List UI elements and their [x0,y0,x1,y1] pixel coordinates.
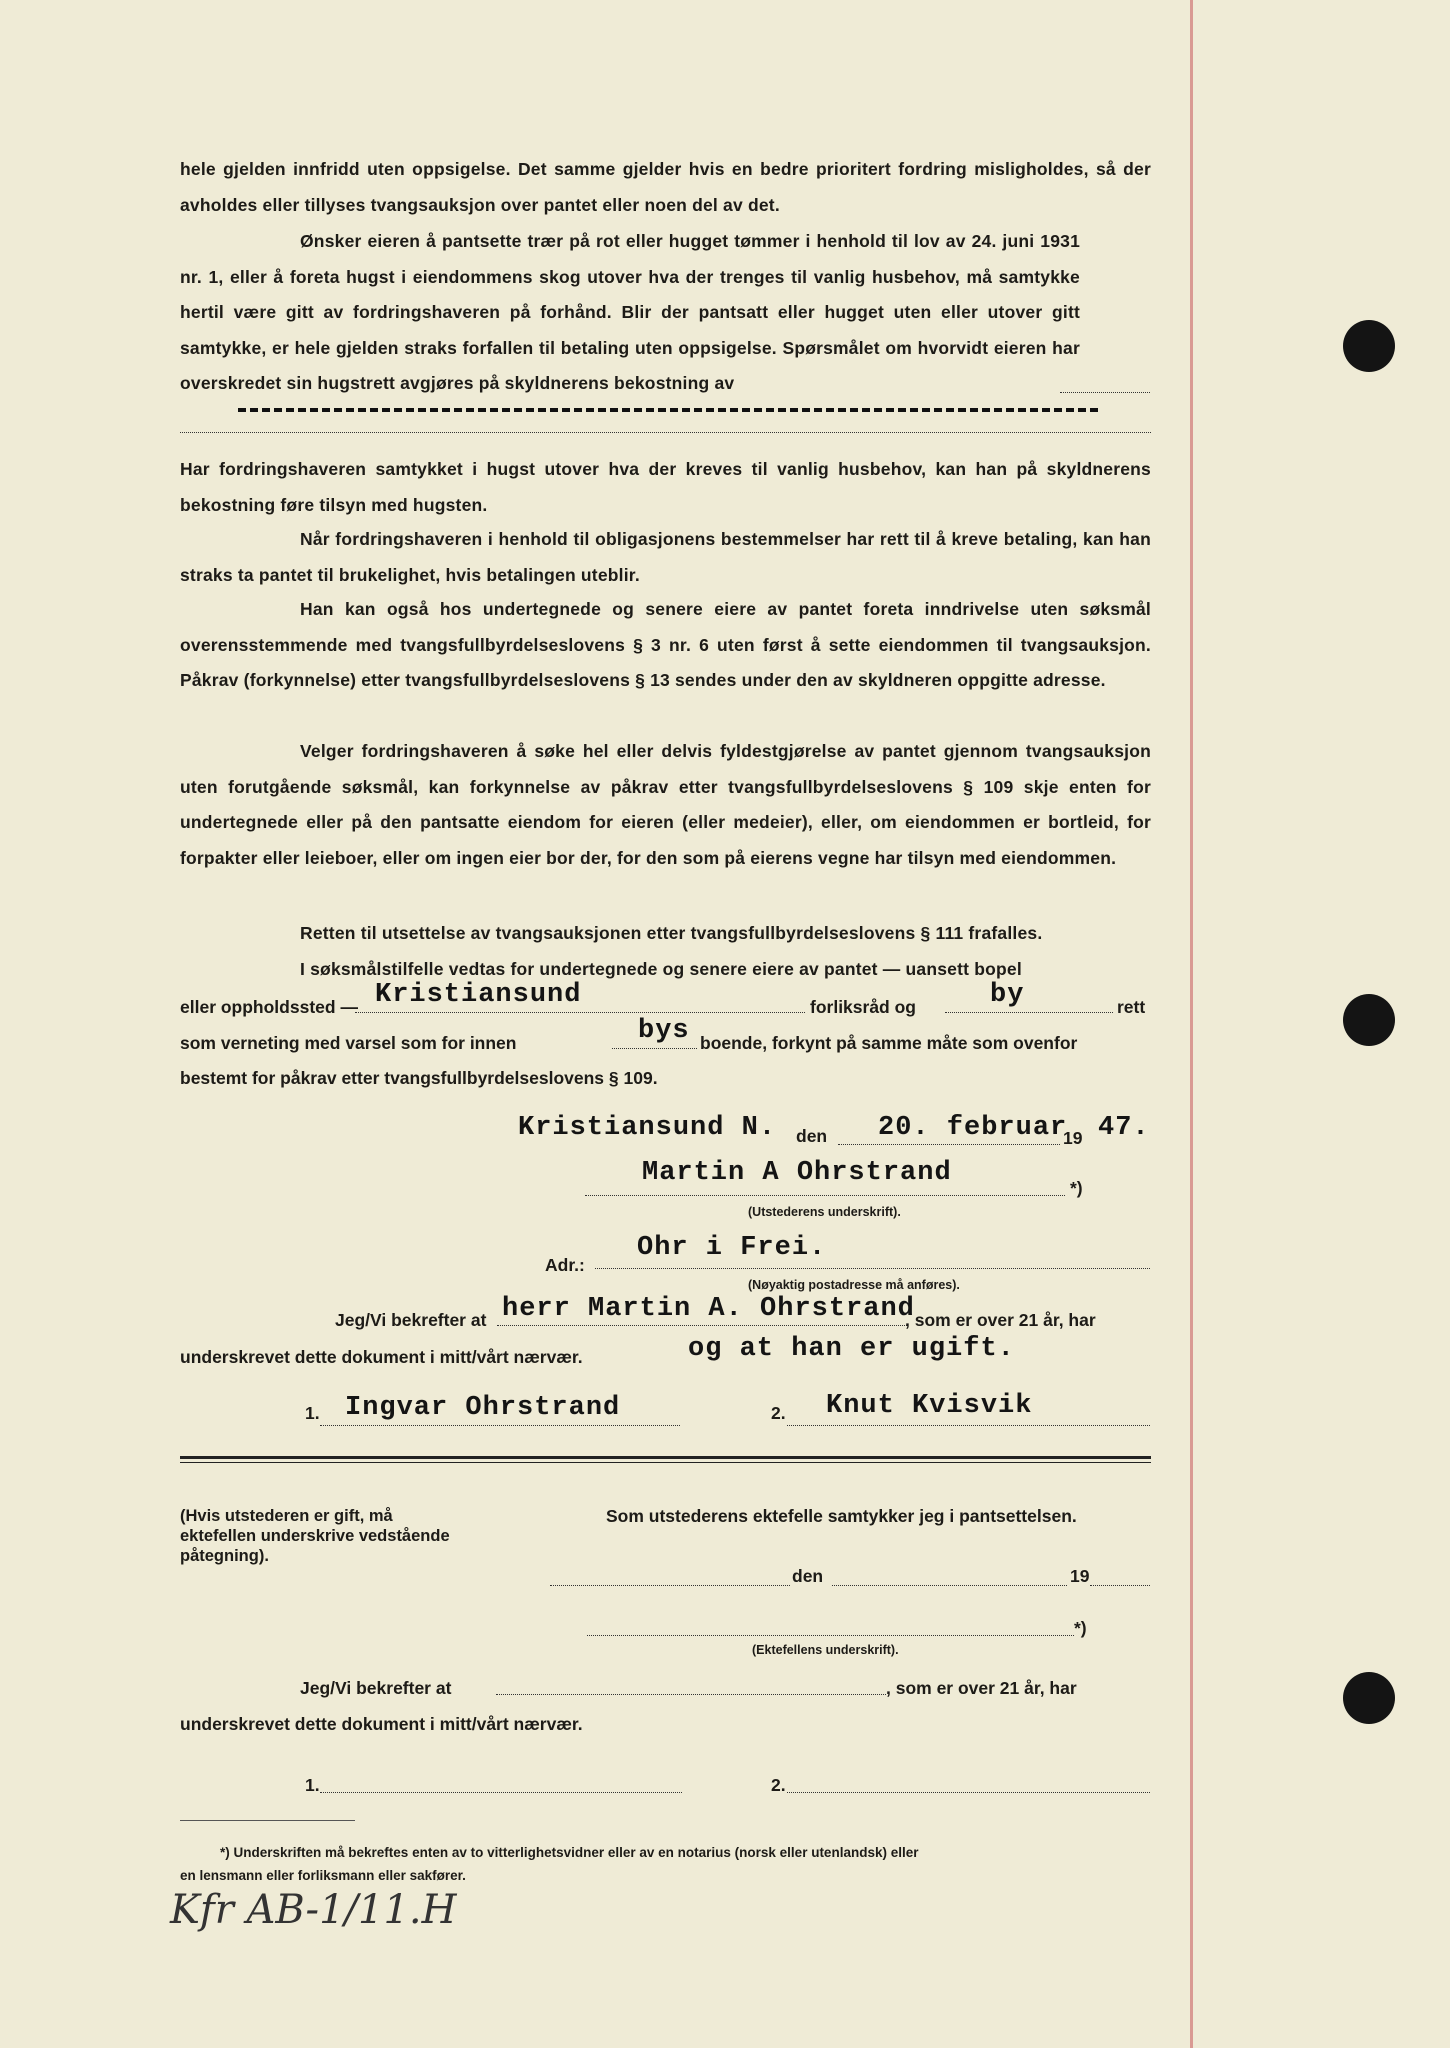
punch-hole [1343,320,1395,372]
paragraph-3: Har fordringshaveren samtykket i hugst utover hva der kreves til vanlig husbehov, kan han på skyldnerens bekostning føre tilsyn med hugsten. [180,459,1151,515]
fill-line [595,1268,1150,1269]
paragraph-4: Når fordringshaveren i henhold til obligasjonens bestemmelser har rett til å kreve betaling, kan han straks ta pantet til brukelighet, hvis betalingen uteblir. [180,529,1151,585]
fill-line [945,1012,1113,1013]
spouse-confirm: Jeg/Vi bekrefter at [300,1678,452,1698]
spouse-confirm-line-2: underskrevet dette dokument i mitt/vårt nærvær. [180,1714,583,1734]
punch-hole [1343,994,1395,1046]
venue-line-2: som verneting med varsel som for innen [180,1033,517,1053]
sign-year: 47. [1098,1113,1150,1143]
venue-place: Kristiansund [375,980,582,1010]
typed-strikethrough [238,408,1098,412]
issuer-signature: Martin A Ohrstrand [642,1158,952,1188]
venue-line-3: bestemt for påkrav etter tvangsfullbyrdelseslovens § 109. [180,1068,658,1088]
paragraph-6: Velger fordringshaveren å søke hel eller delvis fyldestgjørelse av pantet gjennom tvangsauksjon uten forutgående søksmål, kan forkynnelse av påkrav etter tvangsfullbyrdelseslovens § 109 skje enten for undertegnede eller på den pantsatte eiendom for eieren (eller medeier), eller, om eiendommen er bortleid, for forpakter eller leieboer, eller om ingen eier bor der, for den som på eierens vegne har tilsyn med eiendommen. [180,741,1151,868]
venue-forliksrad: forliksråd og [810,997,916,1017]
address-caption: (Nøyaktig postadresse må anføres). [748,1278,960,1292]
fill-line [585,1195,1065,1196]
witness-name: herr Martin A. Ohrstrand [502,1294,915,1324]
spouse-note: (Hvis utstederen er gift, må ektefellen underskrive vedstående påtegning). [180,1507,450,1565]
spouse-year: 19 [1070,1566,1090,1586]
fill-line [612,1048,697,1049]
spouse-consent: Som utstederens ektefelle samtykker jeg i pantsettelsen. [606,1506,1077,1526]
venue-pre: eller oppholdssted — [180,997,358,1017]
fill-line [787,1792,1150,1793]
issuer-marker: *) [1070,1178,1083,1198]
spouse-caption: (Ektefellens underskrift). [752,1643,899,1657]
fill-line [587,1635,1074,1636]
footnote-rule [180,1820,355,1821]
fill-line [1060,392,1150,393]
address-value: Ohr i Frei. [637,1233,827,1263]
witness-num-2: 2. [771,1403,786,1423]
footnote-line-2: en lensmann eller forliksmann eller sakfører. [180,1868,466,1883]
sign-den: den [796,1126,828,1146]
paragraph-7: Retten til utsettelse av tvangsauksjonen etter tvangsfullbyrdelseslovens § 111 frafalles. [300,923,1043,943]
spouse-den: den [792,1566,824,1586]
fill-line [320,1792,682,1793]
sign-place: Kristiansund N. [518,1113,777,1143]
fill-line [787,1425,1150,1426]
spouse-num-2: 2. [771,1775,786,1795]
venue-fill: bys [638,1016,690,1046]
punch-hole [1343,1672,1395,1724]
margin-line [1190,0,1193,2048]
fill-line [180,432,1151,433]
address-label: Adr.: [545,1255,585,1275]
witness-line-1-post: , som er over 21 år, har [905,1310,1096,1330]
paragraph-5: Han kan også hos undertegnede og senere eiere av pantet foreta inndrivelse uten søksmål overensstemmende med tvangsfullbyrdelseslovens § 3 nr. 6 uten først å sette eiendommen til tvangsauksjon. Påkrav (forkynnelse) etter tvangsfullbyrdelseslovens § 13 sendes under den av skyldneren oppgitte adresse. [180,599,1151,690]
divider [180,1456,1151,1459]
venue-line-2-post: boende, forkynt på samme måte som ovenfor [700,1033,1078,1053]
venue-court: by [990,980,1025,1010]
paragraph-2: Ønsker eieren å pantsette trær på rot eller hugget tømmer i henhold til lov av 24. juni 1931 nr. 1, eller å foreta hugst i eiendommens skog utover hva der trenges til vanlig husbehov, må samtykke hertil være gitt av fordringshaveren på forhånd. Blir der pantsatt eller hugget uten eller utover gitt samtykke, er hele gjelden straks forfallen til betaling uten oppsigelse. Spørsmålet om hvorvidt eieren har overskredet sin hugstrett avgjøres på skyldnerens bekostning av [180,231,1080,393]
fill-line [496,1694,886,1695]
paragraph-1: hele gjelden innfridd uten oppsigelse. Det samme gjelder hvis en bedre prioritert fordring misligholdes, så der avholdes eller tillyses tvangsauksjon over pantet eller noen del av det. [180,159,1151,215]
footnote-line-1: *) Underskriften må bekreftes enten av to vitterlighetsvidner eller av en notarius (norsk eller utenlandsk) eller [220,1845,919,1860]
sign-date: 20. februar [878,1113,1068,1143]
fill-line [550,1585,790,1586]
fill-line [1090,1585,1150,1586]
handwritten-annotation: Kfr AB-1/11.H [170,1887,457,1933]
issuer-caption: (Utstederens underskrift). [748,1205,901,1219]
fill-line [355,1012,805,1013]
fill-line [497,1325,907,1326]
spouse-marker: *) [1074,1618,1087,1638]
witness-num-1: 1. [305,1403,320,1423]
divider [180,1462,1151,1463]
fill-line [320,1425,680,1426]
sign-year-pre: 19 [1063,1128,1083,1148]
witness-1-signature: Ingvar Ohrstrand [345,1393,621,1423]
fill-line [838,1144,1060,1145]
witness-line-1: Jeg/Vi bekrefter at [335,1310,487,1330]
spouse-num-1: 1. [305,1775,320,1795]
spouse-confirm-post: , som er over 21 år, har [886,1678,1077,1698]
witness-2-signature: Knut Kvisvik [826,1391,1033,1421]
witness-note: og at han er ugift. [688,1334,1015,1364]
venue-rett: rett [1117,997,1146,1017]
paragraph-8: I søksmålstilfelle vedtas for undertegnede og senere eiere av pantet — uansett bopel [300,959,1022,979]
witness-line-2: underskrevet dette dokument i mitt/vårt nærvær. [180,1347,583,1367]
fill-line [832,1585,1067,1586]
